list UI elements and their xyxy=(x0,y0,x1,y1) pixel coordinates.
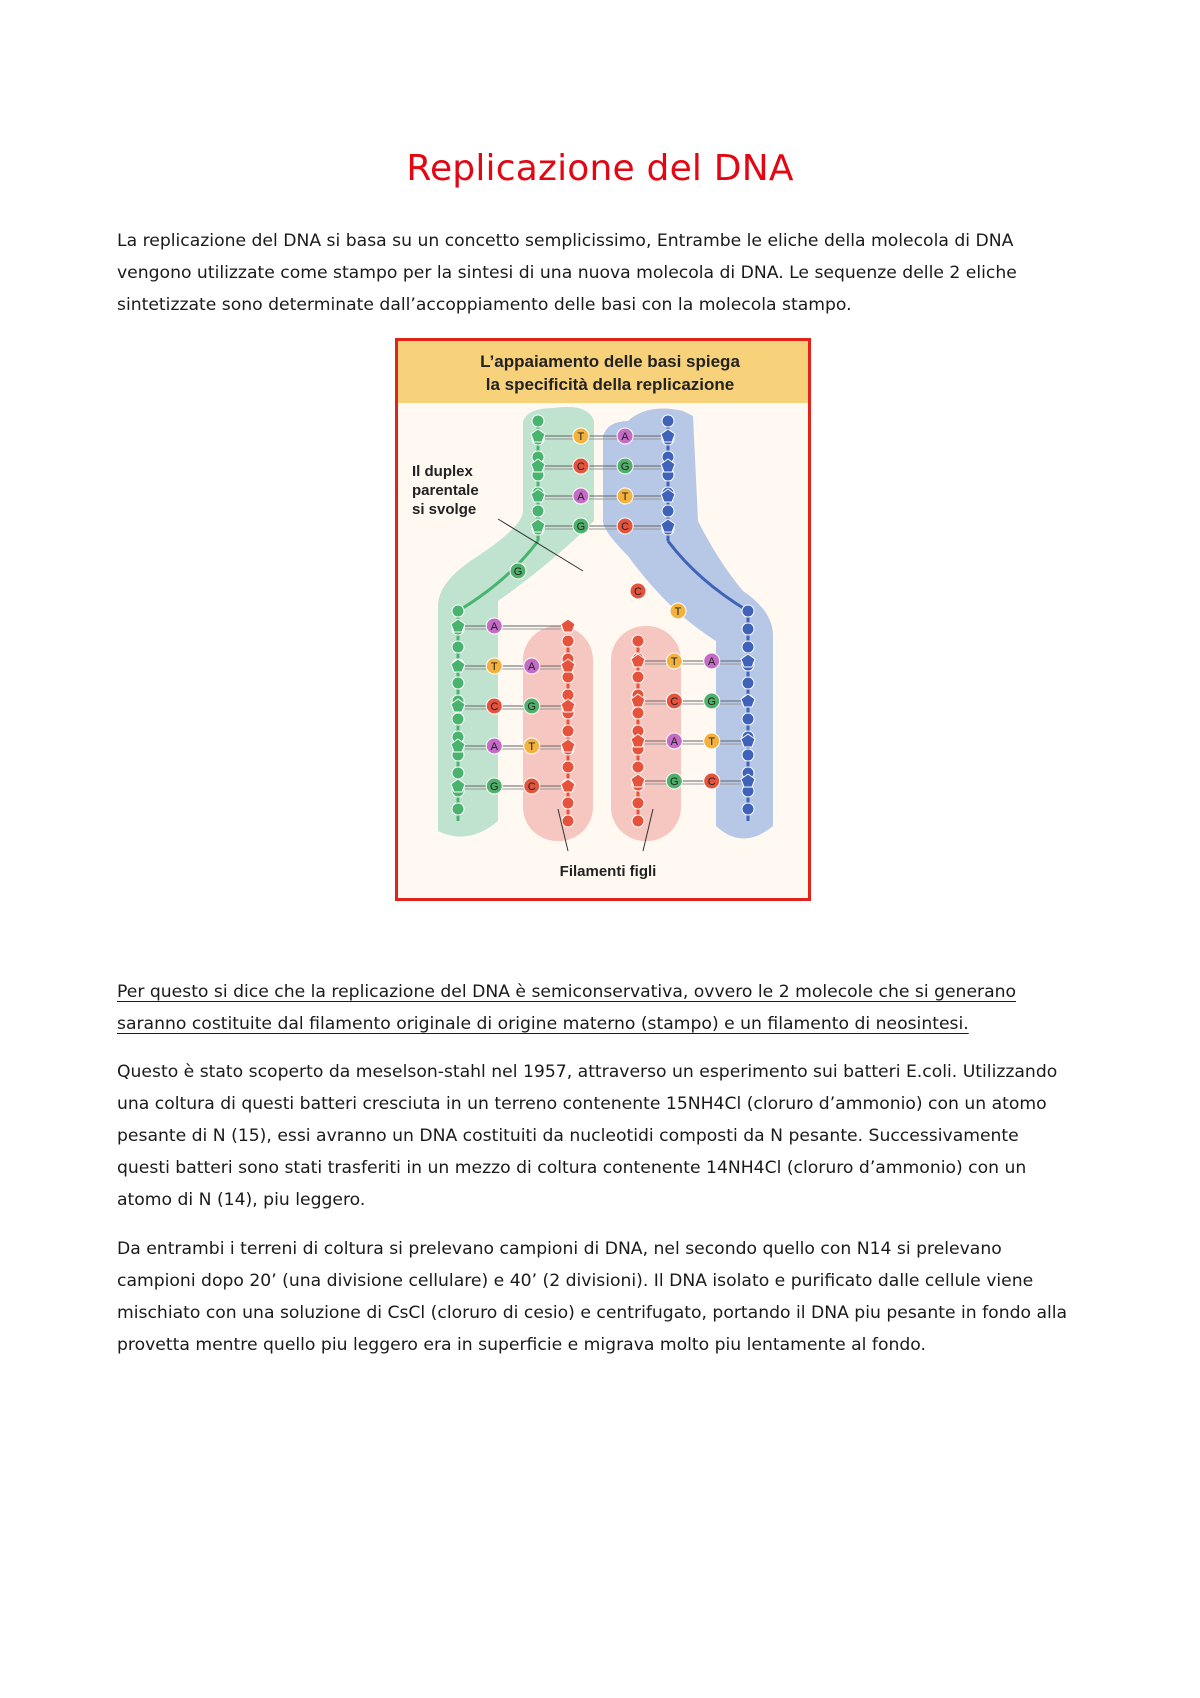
parental-blue-strand-phosphate xyxy=(662,415,674,427)
base-C xyxy=(666,693,682,709)
base-A xyxy=(704,653,720,669)
right-daughter-strand-phosphate xyxy=(632,671,644,683)
base-C-label: C xyxy=(634,586,642,598)
left-parent-strand-phosphate xyxy=(452,767,464,779)
base-C xyxy=(486,698,502,714)
parental-green-strand-phosphate xyxy=(532,415,544,427)
left-parent-strand-phosphate xyxy=(452,713,464,725)
base-A-label: A xyxy=(670,736,678,748)
base-G-label: G xyxy=(513,566,523,578)
right-parent-strand-phosphate xyxy=(742,641,754,653)
base-G xyxy=(510,563,526,579)
base-A-label: A xyxy=(621,431,629,443)
paragraph-intro: La replicazione del DNA si basa su un concetto semplicissimo, Entrambe le eliche della molecola di DNA vengono utilizzate come stampo per la sintesi di una nuova molecola di DNA. Le sequenze delle 2 eliche sintetizzate sono determinate dall’accoppiamento delle basi con la molecola stampo. xyxy=(117,231,1017,315)
left-daughter-strand-phosphate xyxy=(562,725,574,737)
base-C xyxy=(704,773,720,789)
base-T-label: T xyxy=(708,736,716,748)
base-T-label: T xyxy=(674,606,682,618)
paragraph-semiconservative: Per questo si dice che la replicazione del DNA è semiconservativa, ovvero le 2 molecole che si generano saranno costituite dal filamento originale di origine materno (stampo) e un filamento di neosintesi. xyxy=(117,982,1017,1034)
right-parent-strand-phosphate xyxy=(742,803,754,815)
figure-header-line-1: L’appaiamento delle basi spiega xyxy=(480,352,740,371)
left-sugar-right xyxy=(561,619,575,632)
base-T xyxy=(670,603,686,619)
base-T-label: T xyxy=(490,661,498,673)
paragraph-centrifugation: Da entrambi i terreni di coltura si prelevano campioni di DNA, nel secondo quello con N14 si prelevano campioni dopo 20’ (una divisione cellulare) e 40’ (2 divisioni). Il DNA isolato e purificato dalle cellule viene mischiato con una soluzione di CsCl (cloruro di cesio) e centrifugato, portando il DNA piu pesante in fondo alla provetta mentre quello piu leggero era in superficie e migrava molto piu lentamente al fondo. xyxy=(117,1239,1068,1355)
base-C xyxy=(524,778,540,794)
base-C-label: C xyxy=(490,701,499,713)
left-daughter-strand-phosphate xyxy=(562,761,574,773)
base-T xyxy=(617,488,633,504)
right-daughter-strand-phosphate xyxy=(632,635,644,647)
base-C-label: C xyxy=(621,521,630,533)
dna-replication-figure xyxy=(395,338,811,901)
base-G xyxy=(486,778,502,794)
base-G-label: G xyxy=(576,521,586,533)
base-C xyxy=(630,583,646,599)
base-A xyxy=(486,618,502,634)
base-C-label: C xyxy=(527,781,536,793)
base-T xyxy=(573,428,589,444)
label-parental-duplex-2: parentale xyxy=(412,482,479,499)
figure-header-line-2: la specificità della replicazione xyxy=(485,375,735,394)
base-T xyxy=(666,653,682,669)
right-parent-strand-phosphate xyxy=(742,713,754,725)
base-C xyxy=(617,518,633,534)
base-C xyxy=(573,458,589,474)
right-daughter-strand-phosphate xyxy=(632,797,644,809)
label-parental-duplex-1: Il duplex xyxy=(412,463,473,480)
base-A-label: A xyxy=(490,741,498,753)
base-T-label: T xyxy=(621,491,629,503)
base-A xyxy=(666,733,682,749)
right-parent-strand-phosphate xyxy=(742,623,754,635)
base-G-label: G xyxy=(527,701,536,713)
left-daughter-strand-phosphate xyxy=(562,671,574,683)
left-daughter-strand-phosphate xyxy=(562,635,574,647)
right-daughter-strand-phosphate xyxy=(632,761,644,773)
base-A xyxy=(486,738,502,754)
left-parent-strand-phosphate xyxy=(452,605,464,617)
right-parent-strand-phosphate xyxy=(742,677,754,689)
base-G-label: G xyxy=(490,781,499,793)
left-parent-strand-phosphate xyxy=(452,803,464,815)
base-A-label: A xyxy=(490,621,498,633)
page-title: Replicazione del DNA xyxy=(406,148,794,189)
parental-green-strand-phosphate xyxy=(532,505,544,517)
left-parent-strand-phosphate xyxy=(452,641,464,653)
base-G-label: G xyxy=(620,461,630,473)
base-T xyxy=(486,658,502,674)
right-parent-strand-phosphate xyxy=(742,749,754,761)
base-A-label: A xyxy=(577,491,585,503)
base-A xyxy=(573,488,589,504)
base-G xyxy=(524,698,540,714)
dna-replication-diagram xyxy=(398,341,808,898)
parental-blue-strand-phosphate xyxy=(662,505,674,517)
base-C-label: C xyxy=(576,461,585,473)
base-T xyxy=(524,738,540,754)
right-daughter-strand-phosphate xyxy=(632,707,644,719)
base-C-label: C xyxy=(707,776,716,788)
base-A-label: A xyxy=(708,656,716,668)
base-G xyxy=(704,693,720,709)
base-G xyxy=(666,773,682,789)
paragraph-meselson-stahl: Questo è stato scoperto da meselson-stahl nel 1957, attraverso un esperimento sui batteri E.coli. Utilizzando una coltura di questi batteri cresciuta in un terreno contenente 15NH4Cl (cloruro d’ammonio) con un atomo pesante di N (15), essi avranno un DNA costituiti da nucleotidi composti da N pesante. Successivamente questi batteri sono stati trasferiti in un mezzo di coltura contenente 14NH4Cl (cloruro d’ammonio) con un atomo di N (14), piu leggero. xyxy=(117,1062,1058,1210)
base-C-label: C xyxy=(670,696,679,708)
left-daughter-strand-phosphate xyxy=(562,815,574,827)
base-T-label: T xyxy=(670,656,678,668)
base-G xyxy=(573,518,589,534)
label-daughter-strands: Filamenti figli xyxy=(559,863,657,880)
base-A-label: A xyxy=(528,661,536,673)
base-A xyxy=(524,658,540,674)
base-T xyxy=(704,733,720,749)
base-G-label: G xyxy=(670,776,679,788)
left-parent-strand-phosphate xyxy=(452,677,464,689)
base-G xyxy=(617,458,633,474)
base-G-label: G xyxy=(707,696,716,708)
label-parental-duplex-3: si svolge xyxy=(412,501,477,518)
left-daughter-strand-phosphate xyxy=(562,797,574,809)
base-T-label: T xyxy=(577,431,585,443)
right-daughter-strand-phosphate xyxy=(632,815,644,827)
base-T-label: T xyxy=(528,741,536,753)
base-A xyxy=(617,428,633,444)
right-parent-strand-phosphate xyxy=(742,605,754,617)
